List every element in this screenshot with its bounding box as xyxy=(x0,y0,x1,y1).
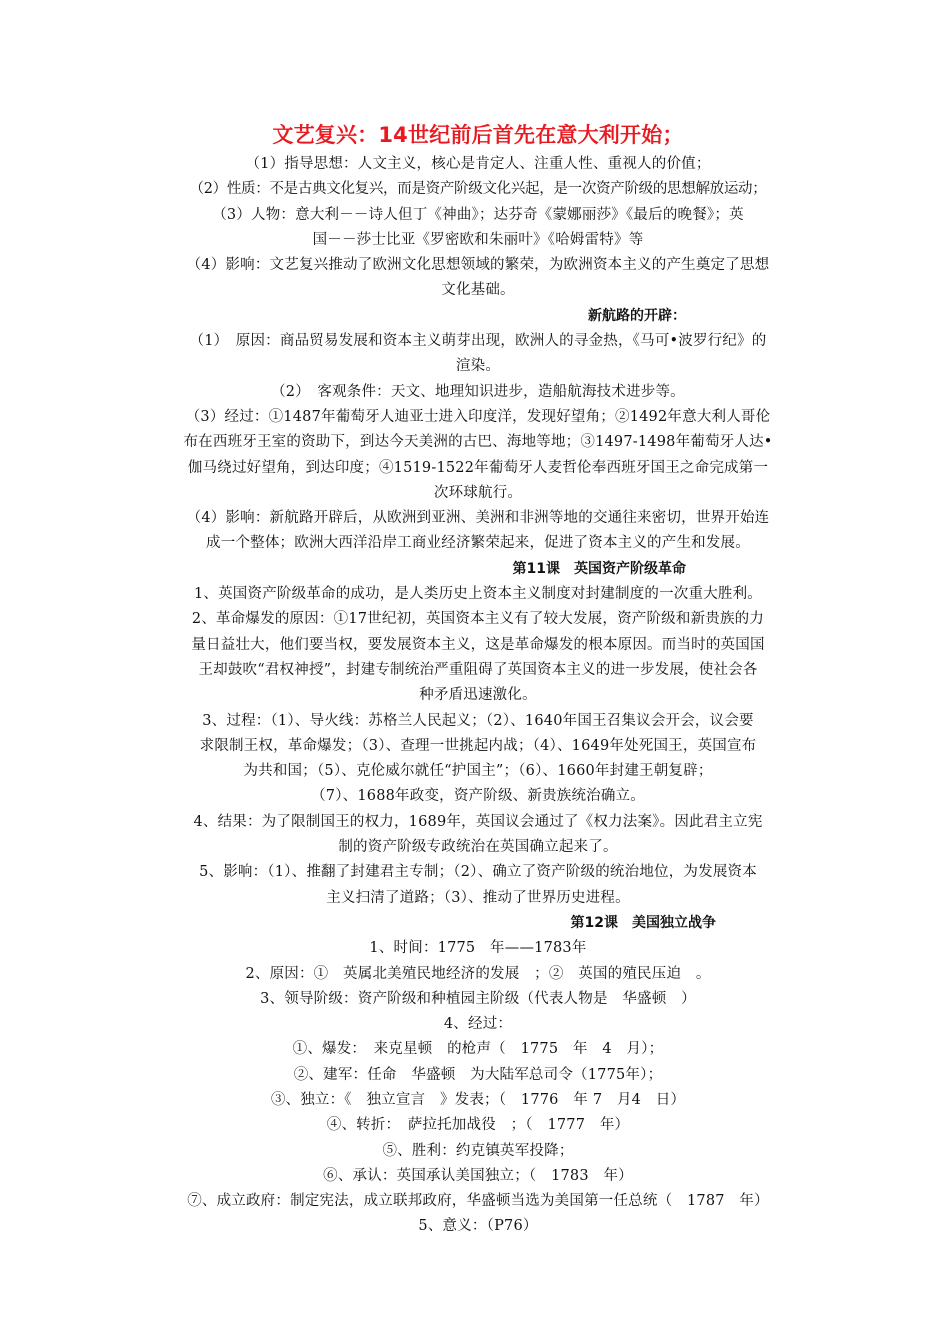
routes-point-1b: 渲染。 xyxy=(455,358,501,375)
routes-heading: 新航路的开辟： xyxy=(588,307,686,324)
lesson11-point-2a: 2、革命爆发的原因：①17世纪初，英国资本主义有了较大发展，资产阶级和新贵族的力 xyxy=(191,611,765,628)
lesson11-point-2b: 量日益壮大，他们要当权，要发展资本主义，这是革命爆发的根本原因。而当时的英国国 xyxy=(191,636,765,653)
lesson11-point-4b: 制的资产阶级专政统治在英国确立起来了。 xyxy=(338,839,618,856)
renaissance-point-3a: （3）人物：意大利－－诗人但丁《神曲》；达芬奇《蒙娜丽莎》《最后的晚餐》；英 xyxy=(212,206,744,223)
lesson11-point-1: 1、英国资产阶级革命的成功，是人类历史上资本主义制度对封建制度的一次重大胜利。 xyxy=(193,586,763,603)
lesson11-point-3c: 为共和国；（5）、克伦威尔就任“护国主”；（6）、1660年封建王朝复辟； xyxy=(243,763,713,780)
renaissance-point-2: （2）性质：不是古典文化复兴，而是资产阶级文化兴起，是一次资产阶级的思想解放运动； xyxy=(189,181,767,198)
lesson12-step-4: ④、转折： 萨拉托加战役 ；（ 1777 年） xyxy=(326,1117,630,1134)
renaissance-point-1: （1）指导思想：人文主义，核心是肯定人、注重人性、重视人的价值； xyxy=(245,156,711,172)
lesson12-heading: 第12课 美国独立战争 xyxy=(570,914,716,931)
lesson11-point-3d: （7）、1688年政变，资产阶级、新贵族统治确立。 xyxy=(311,788,645,805)
routes-point-2: （2） 客观条件：天文、地理知识进步，造船航海技术进步等。 xyxy=(271,383,685,400)
document-body xyxy=(140,120,816,1240)
renaissance-point-4a: （4）影响：文艺复兴推动了欧洲文化思想领域的繁荣，为欧洲资本主义的产生奠定了思想 xyxy=(186,257,770,274)
lesson11-point-2d: 种矛盾迅速激化。 xyxy=(419,687,537,704)
lesson12-step-2: ②、建军：任命 华盛顿 为大陆军总司令（1775年）； xyxy=(293,1066,663,1083)
lesson12-step-7: ⑦、成立政府：制定宪法，成立联邦政府，华盛顿当选为美国第一任总统（ 1787 年） xyxy=(187,1193,769,1210)
lesson12-point-3: 3、领导阶级：资产阶级和种植园主阶级（代表人物是 华盛顿 ） xyxy=(260,990,696,1007)
lesson12-step-6: ⑥、承认：英国承认美国独立；（ 1783 年） xyxy=(323,1167,633,1184)
renaissance-point-4b: 文化基础。 xyxy=(441,282,515,299)
routes-point-3b: 布在西班牙王室的资助下，到达今天美洲的古巴、海地等地；③1497-1498年葡萄牙人达• xyxy=(183,434,773,451)
lesson11-point-2c: 王却鼓吹“君权神授”，封建专制统治严重阻碍了英国资本主义的进一步发展，使社会各 xyxy=(198,661,758,678)
lesson12-step-1: ①、爆发： 来克星顿 的枪声（ 1775 年 4 月）； xyxy=(292,1041,664,1058)
lesson12-point-5: 5、意义：（P76） xyxy=(418,1218,538,1235)
routes-point-4a: （4）影响：新航路开辟后，从欧洲到亚洲、美洲和非洲等地的交通往来密切，世界开始连 xyxy=(186,510,770,527)
lesson11-point-4a: 4、结果：为了限制国王的权力，1689年，英国议会通过了《权力法案》。因此君主立宪 xyxy=(193,813,763,830)
routes-point-3c: 伽马绕过好望角，到达印度；④1519-1522年葡萄牙人麦哲伦奉西班牙国王之命完成第一 xyxy=(187,459,769,476)
lesson12-point-2: 2、原因：① 英属北美殖民地经济的发展 ；② 英国的殖民压迫 。 xyxy=(245,965,711,982)
routes-point-3d: 次环球航行。 xyxy=(433,484,523,501)
lesson12-step-5: ⑤、胜利：约克镇英军投降； xyxy=(382,1142,574,1159)
lesson12-step-3: ③、独立：《 独立宣言 》发表；（ 1776 年 7 月4 日） xyxy=(270,1091,686,1108)
lesson11-heading: 第11课 英国资产阶级革命 xyxy=(512,560,686,577)
lesson11-point-3b: 求限制王权，革命爆发；（3）、查理一世挑起内战；（4）、1649年处死国王，英国宣布 xyxy=(199,737,757,754)
routes-point-4b: 成一个整体；欧洲大西洋沿岸工商业经济繁荣起来，促进了资本主义的产生和发展。 xyxy=(206,535,750,552)
renaissance-point-3b: 国－－莎士比亚《罗密欧和朱丽叶》《哈姆雷特》等 xyxy=(312,231,644,248)
page-title: 文艺复兴：14世纪前后首先在意大利开始； xyxy=(272,123,684,147)
lesson12-point-1: 1、时间：1775 年——1783年 xyxy=(369,940,587,957)
lesson12-point-4: 4、经过： xyxy=(443,1016,513,1033)
lesson11-point-5b: 主义扫清了道路；（3）、推动了世界历史进程。 xyxy=(326,889,630,906)
lesson11-point-3a: 3、过程：（1）、导火线：苏格兰人民起义；（2）、1640年国王召集议会开会，议会要 xyxy=(202,712,754,729)
routes-point-1a: （1） 原因：商品贸易发展和资本主义萌芽出现，欧洲人的寻金热，《马可•波罗行纪》的 xyxy=(189,333,767,350)
lesson11-point-5a: 5、影响：（1）、推翻了封建君主专制；（2）、确立了资产阶级的统治地位，为发展资本 xyxy=(199,864,757,881)
routes-point-3a: （3）经过：①1487年葡萄牙人迪亚士进入印度洋，发现好望角；②1492年意大利人哥伦 xyxy=(185,408,771,425)
